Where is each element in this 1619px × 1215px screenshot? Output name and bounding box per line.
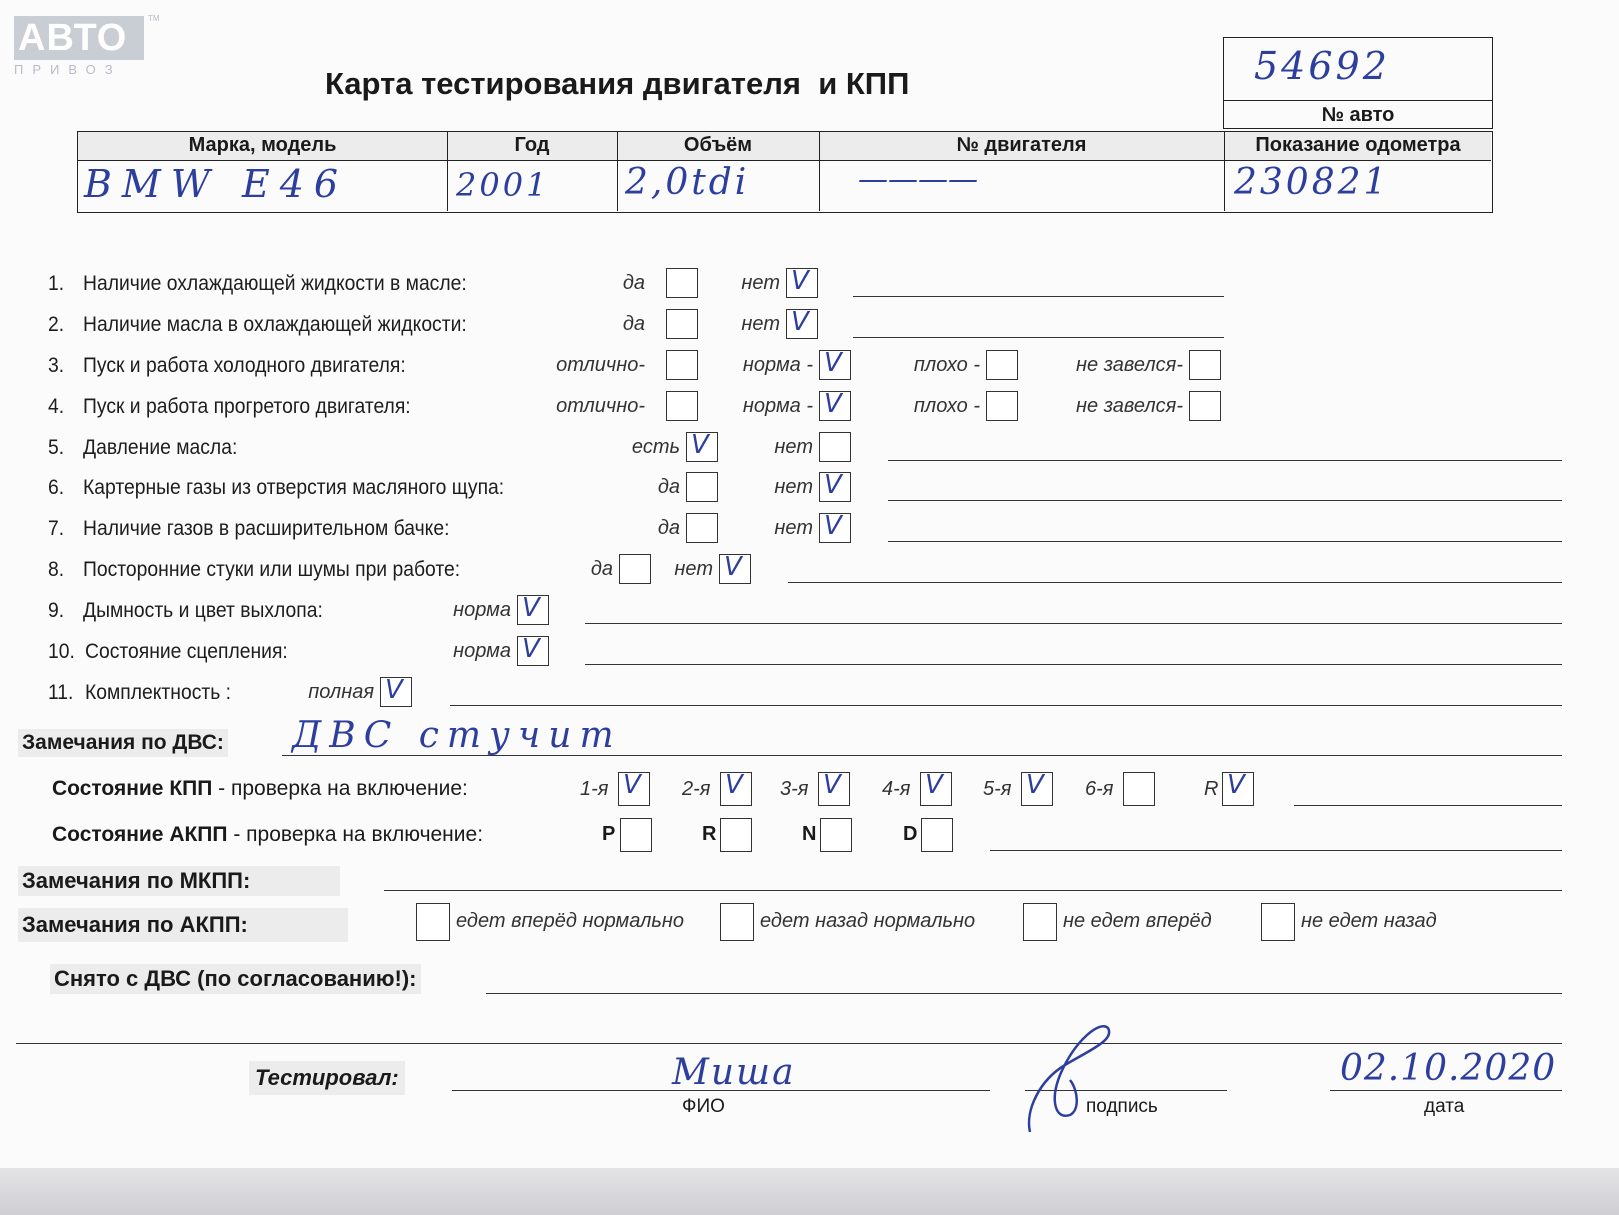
check-option-label: нет — [774, 476, 813, 498]
dvs-remarks-line — [282, 755, 1562, 756]
check-note-line — [888, 541, 1562, 542]
check-label: Комплектность : — [85, 681, 232, 704]
check-mark: V — [791, 266, 809, 296]
akpp-remark-checkbox[interactable] — [1261, 903, 1295, 941]
kpp-gear-checkbox[interactable] — [1021, 772, 1053, 806]
removed-label — [50, 964, 421, 994]
date-line — [1330, 1090, 1562, 1091]
check-option-label: нет — [774, 436, 813, 458]
avto-privoz-logo — [14, 14, 160, 78]
header-table — [77, 131, 1493, 213]
kpp-label — [52, 777, 468, 801]
check-option-label: есть — [631, 436, 680, 458]
check-mark: V — [724, 552, 742, 582]
kpp-gear-checkbox[interactable] — [920, 772, 952, 806]
kpp-gear-label: 6-я — [1085, 778, 1114, 800]
kpp-gear-checkbox[interactable] — [720, 772, 752, 806]
akpp-remark-option-label: не едет назад — [1301, 910, 1437, 932]
check-number: 11. — [48, 681, 74, 704]
check-mark: V — [824, 389, 842, 419]
check-mark: V — [824, 470, 842, 500]
check-note-line — [888, 500, 1562, 501]
check-option-label: полная — [308, 681, 374, 703]
option-checkbox[interactable] — [819, 513, 851, 543]
check-label: Дымность и цвет выхлопа: — [83, 599, 323, 622]
option-checkbox[interactable] — [786, 309, 818, 339]
check-note-line — [585, 664, 1562, 665]
check-option-label: нет — [774, 517, 813, 539]
option-checkbox[interactable] — [819, 391, 851, 421]
akpp-line — [990, 850, 1562, 851]
car-number-value: 54692 — [1254, 44, 1390, 88]
check-option-label: не завелся- — [1076, 354, 1183, 376]
check-note-line — [788, 582, 1562, 583]
check-number: 5. — [48, 436, 65, 459]
kpp-gear-checkbox[interactable] — [1123, 772, 1155, 806]
check-mark: V — [1026, 770, 1044, 800]
mkpp-remarks-line — [384, 890, 1562, 891]
date-caption: дата — [1424, 1096, 1465, 1117]
check-mark: V — [522, 593, 540, 623]
check-number: 6. — [48, 476, 65, 499]
dvs-remarks-value: ДВС стучит — [292, 715, 622, 756]
check-option-label: да — [590, 558, 613, 580]
check-option-label: плохо - — [913, 395, 980, 417]
col-header-engine-number: № двигателя — [956, 134, 1087, 156]
check-label: Наличие масла в охлаждающей жидкости: — [83, 313, 467, 336]
tested-name-caption: ФИО — [682, 1096, 725, 1117]
car-number-box — [1223, 37, 1493, 129]
akpp-remark-checkbox[interactable] — [720, 903, 754, 941]
check-number: 10. — [48, 640, 75, 663]
kpp-gear-checkbox[interactable] — [818, 772, 850, 806]
check-mark: V — [824, 511, 842, 541]
check-number: 4. — [48, 395, 65, 418]
check-label: Состояние сцепления: — [85, 640, 288, 663]
option-checkbox[interactable] — [666, 350, 698, 380]
option-checkbox[interactable] — [986, 350, 1018, 380]
page-title: Карта тестирования двигателя и КПП — [325, 66, 910, 101]
logo-tm: TM — [148, 14, 160, 23]
check-option-label: отлично- — [556, 354, 645, 376]
option-checkbox[interactable] — [986, 391, 1018, 421]
akpp-label-bold: Состояние АКПП — [52, 823, 228, 846]
check-mark: V — [623, 770, 641, 800]
check-mark: V — [1227, 770, 1245, 800]
check-label: Давление масла: — [83, 436, 238, 459]
option-checkbox[interactable] — [380, 677, 412, 707]
option-checkbox[interactable] — [517, 595, 549, 625]
check-mark: V — [522, 634, 540, 664]
kpp-line — [1294, 805, 1562, 806]
value-odometer: 230821 — [1234, 162, 1390, 203]
separator-line — [16, 1043, 1562, 1044]
option-checkbox[interactable] — [1189, 391, 1221, 421]
check-option-label: да — [657, 476, 680, 498]
check-number: 2. — [48, 313, 65, 336]
check-number: 1. — [48, 272, 65, 295]
check-note-line — [853, 296, 1224, 297]
kpp-label-bold: Состояние КПП — [52, 777, 213, 800]
option-checkbox[interactable] — [619, 554, 651, 584]
check-number: 3. — [48, 354, 65, 377]
kpp-gear-label: R — [1204, 778, 1219, 800]
check-option-label: не завелся- — [1076, 395, 1183, 417]
kpp-gear-label: 3-я — [780, 778, 809, 800]
option-checkbox[interactable] — [666, 391, 698, 421]
check-note-line — [585, 623, 1562, 624]
col-header-model: Марка, модель — [188, 134, 337, 156]
akpp-remark-checkbox[interactable] — [1023, 903, 1057, 941]
akpp-remark-option-label: едет назад нормально — [760, 910, 976, 932]
kpp-gear-checkbox[interactable] — [1222, 772, 1254, 806]
check-option-label: да — [622, 272, 645, 294]
car-number-label: № авто — [1224, 100, 1492, 129]
tested-label: Тестировал: — [249, 1061, 405, 1095]
option-checkbox[interactable] — [1189, 350, 1221, 380]
value-year: 2001 — [456, 166, 550, 204]
value-engine-number: ———— — [858, 162, 978, 197]
akpp-label-rest: - проверка на включение: — [227, 823, 484, 846]
check-mark: V — [823, 770, 841, 800]
akpp-mode-label: D — [903, 823, 918, 845]
akpp-mode-label: N — [802, 823, 817, 845]
dvs-remarks-label: Замечания по ДВС: — [18, 729, 228, 757]
akpp-remark-option-label: не едет вперёд — [1063, 910, 1212, 932]
akpp-mode-label: P — [602, 823, 616, 845]
col-header-odometer: Показание одометра — [1255, 134, 1461, 156]
option-checkbox[interactable] — [686, 472, 718, 502]
akpp-mode-checkbox[interactable] — [921, 818, 953, 852]
scan-edge — [0, 1168, 1619, 1215]
check-mark: V — [385, 675, 403, 705]
check-label: Наличие охлаждающей жидкости в масле: — [83, 272, 467, 295]
akpp-remark-checkbox[interactable] — [416, 903, 450, 941]
check-mark: V — [691, 430, 709, 460]
removed-label-text: Снято с ДВС (по согласованию!): — [54, 966, 417, 991]
akpp-remarks-label: Замечания по АКПП: — [18, 908, 348, 942]
check-note-line — [888, 460, 1562, 461]
option-checkbox[interactable] — [819, 350, 851, 380]
check-note-line — [450, 705, 1562, 706]
check-mark: V — [725, 770, 743, 800]
check-option-label: нет — [741, 272, 780, 294]
check-number: 8. — [48, 558, 65, 581]
col-header-volume: Объём — [683, 134, 753, 156]
col-header-year: Год — [514, 134, 550, 156]
option-checkbox[interactable] — [719, 554, 751, 584]
kpp-gear-checkbox[interactable] — [618, 772, 650, 806]
akpp-mode-checkbox[interactable] — [720, 818, 752, 852]
check-option-label: нет — [674, 558, 713, 580]
logo-main: АВТО — [14, 16, 144, 60]
option-checkbox[interactable] — [686, 513, 718, 543]
value-volume: 2,0tdi — [625, 162, 750, 203]
mkpp-remarks-label: Замечания по МКПП: — [18, 866, 340, 896]
option-checkbox[interactable] — [786, 268, 818, 298]
check-label: Пуск и работа прогретого двигателя: — [83, 395, 411, 418]
check-label: Пуск и работа холодного двигателя: — [83, 354, 406, 377]
option-checkbox[interactable] — [819, 432, 851, 462]
check-option-label: норма — [453, 640, 511, 662]
check-number: 7. — [48, 517, 65, 540]
check-option-label: нет — [741, 313, 780, 335]
option-checkbox[interactable] — [517, 636, 549, 666]
kpp-gear-label: 1-я — [580, 778, 609, 800]
signature-caption: подпись — [1086, 1096, 1158, 1117]
check-option-label: плохо - — [913, 354, 980, 376]
logo-sub: ПРИВОЗ — [14, 62, 122, 77]
check-option-label: норма — [453, 599, 511, 621]
akpp-mode-label: R — [702, 823, 717, 845]
check-mark: V — [791, 307, 809, 337]
check-option-label: да — [622, 313, 645, 335]
check-option-label: норма - — [742, 354, 813, 376]
akpp-label — [52, 823, 483, 847]
check-mark: V — [925, 770, 943, 800]
kpp-gear-label: 5-я — [983, 778, 1012, 800]
check-label: Посторонние стуки или шумы при работе: — [83, 558, 461, 581]
option-checkbox[interactable] — [666, 268, 698, 298]
check-option-label: норма - — [742, 395, 813, 417]
check-option-label: да — [657, 517, 680, 539]
akpp-mode-checkbox[interactable] — [620, 818, 652, 852]
check-label: Картерные газы из отверстия масляного щупа: — [83, 476, 505, 499]
kpp-label-rest: - проверка на включение: — [212, 777, 468, 800]
check-option-label: отлично- — [556, 395, 645, 417]
kpp-gear-label: 2-я — [682, 778, 711, 800]
check-note-line — [853, 337, 1224, 338]
option-checkbox[interactable] — [819, 472, 851, 502]
option-checkbox[interactable] — [686, 432, 718, 462]
tested-name: Миша — [672, 1052, 796, 1093]
akpp-mode-checkbox[interactable] — [820, 818, 852, 852]
removed-line — [486, 993, 1562, 994]
value-model: BMW E46 — [84, 162, 349, 206]
signature-mark — [1020, 1020, 1140, 1140]
tested-date: 02.10.2020 — [1340, 1048, 1557, 1089]
check-mark: V — [824, 348, 842, 378]
check-label: Наличие газов в расширительном бачке: — [83, 517, 450, 540]
check-number: 9. — [48, 599, 65, 622]
kpp-gear-label: 4-я — [882, 778, 911, 800]
option-checkbox[interactable] — [666, 309, 698, 339]
akpp-remark-option-label: едет вперёд нормально — [456, 910, 685, 932]
